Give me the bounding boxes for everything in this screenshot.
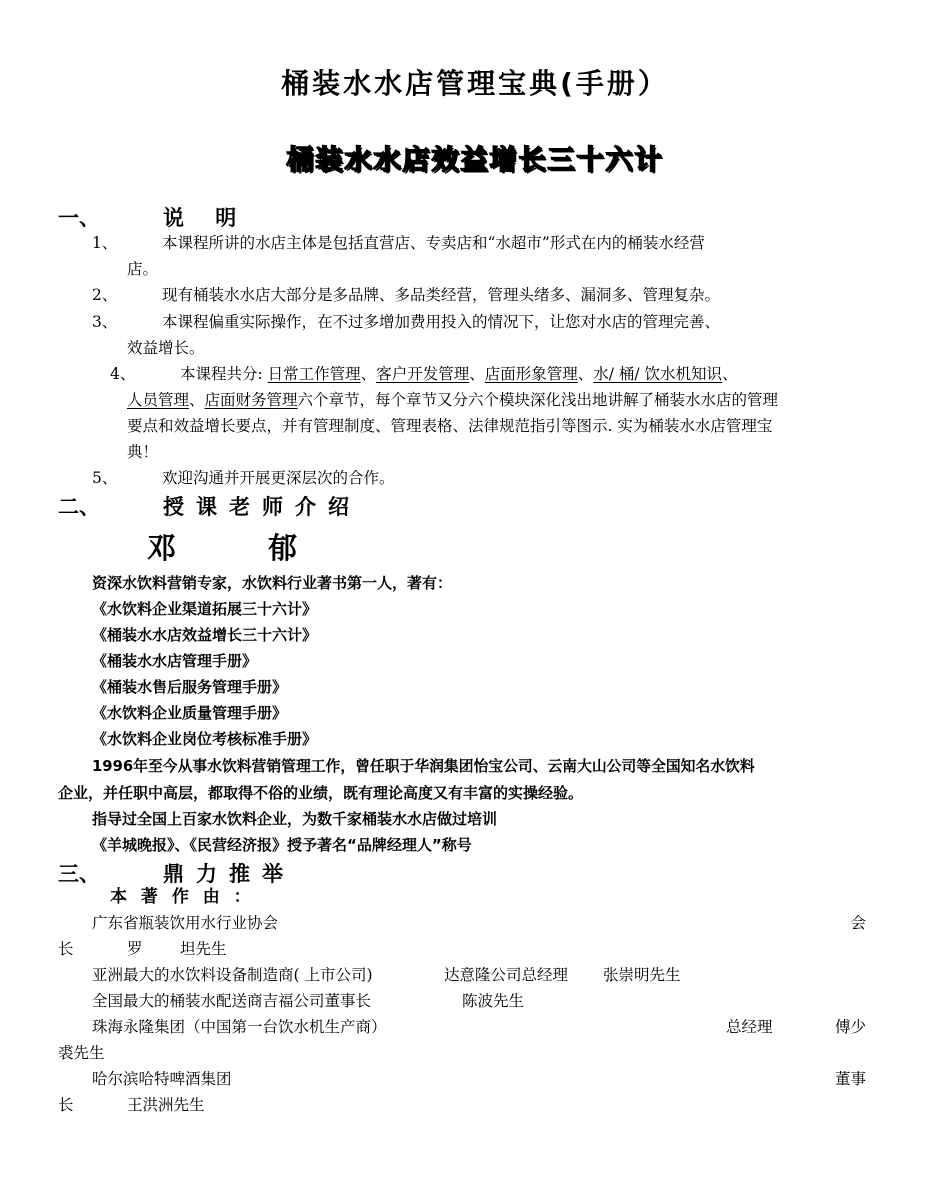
recommender-1-org: 广东省瓶装饮用水行业协会 (92, 914, 279, 932)
recommender-3-name: 陈波先生 (462, 992, 525, 1010)
book-title: 《桶装水水店管理手册》 (92, 652, 258, 670)
separator: 、 (189, 391, 205, 409)
separator: 、 (722, 365, 738, 383)
recommender-2-name: 张崇明先生 (603, 966, 681, 984)
chapter-link-water-knowledge[interactable]: 水/ 桶/ 饮水机知识 (593, 365, 723, 383)
item-3-text: 本课程偏重实际操作，在不过多增加费用投入的情况下，让您对水店的管理完善、 (162, 313, 721, 331)
bio-line: 资深水饮料营销专家，水饮料行业著书第一人，著有： (92, 574, 453, 592)
recommender-4-title: 总经理 (726, 1018, 773, 1036)
separator: 、 (577, 365, 594, 383)
item-4-number: 4、 (110, 365, 136, 383)
chapter-link-personnel[interactable]: 人员管理 (127, 391, 190, 409)
section-1-heading (58, 202, 248, 232)
training-line: 指导过全国上百家水饮料企业，为数千家桶装水水店做过培训 (92, 810, 498, 828)
item-1-number: 1、 (92, 234, 118, 252)
section-3-title: 鼎力推举 (163, 862, 295, 886)
career-line-cont: 企业，并任职中高层，都取得不俗的业绩，既有理论高度又有丰富的实操经验。 (58, 784, 584, 802)
section-2-number: 二、 (58, 495, 100, 519)
book-title: 《桶装水售后服务管理手册》 (92, 678, 288, 696)
teacher-name-given: 郁 (268, 531, 298, 565)
recommender-5-title-cont: 长 (58, 1096, 74, 1114)
chapter-link-customer[interactable]: 客户开发管理 (376, 365, 470, 383)
recommender-1-name-1: 罗 (127, 940, 143, 958)
recommender-5-right (58, 1066, 866, 1092)
document-title: 桶装水水店管理宝典(手册） (281, 67, 669, 100)
award-line: 《羊城晚报》、《民营经济报》授予著名“品牌经理人”称号 (92, 836, 472, 854)
recommender-2-title: 达意隆公司总经理 (444, 966, 569, 984)
document-subtitle: 桶装水水店效益增长三十六计 (286, 145, 664, 176)
section-2-heading (58, 491, 361, 521)
item-5-number: 5、 (92, 469, 118, 487)
recommender-2-org: 亚洲最大的水饮料设备制造商( 上市公司) (92, 966, 373, 984)
item-2-text: 现有桶装水水店大部分是多品牌、多品类经营，管理头绪多、漏洞多、管理复杂。 (162, 286, 721, 304)
recommender-1-title-cont: 长 (58, 940, 74, 958)
chapter-link-daily-work[interactable]: 日常工作管理 (267, 365, 361, 383)
section-3-number: 三、 (58, 862, 100, 886)
separator: 、 (469, 365, 485, 383)
item-2-number: 2、 (92, 286, 118, 304)
section-2-title: 授课老师介绍 (163, 495, 361, 519)
book-title: 《水饮料企业渠道拓展三十六计》 (92, 600, 318, 618)
recommender-5-org: 哈尔滨哈特啤酒集团 (92, 1070, 232, 1088)
recommender-4-right (58, 1014, 866, 1040)
recommender-5-name: 王洪洲先生 (127, 1096, 205, 1114)
chapter-link-store-image[interactable]: 店面形象管理 (484, 365, 578, 383)
recommender-4-org: 珠海永隆集团（中国第一台饮水机生产商） (92, 1018, 387, 1036)
recommender-1 (58, 910, 866, 936)
recommender-5-title: 董事 (834, 1070, 866, 1088)
book-title: 《水饮料企业岗位考核标准手册》 (92, 730, 318, 748)
item-3-number: 3、 (92, 313, 118, 331)
section-1-number: 一、 (58, 206, 100, 230)
item-4-prefix: 本课程共分: (180, 365, 268, 383)
book-title: 《桶装水水店效益增长三十六计》 (92, 626, 318, 644)
book-title: 《水饮料企业质量管理手册》 (92, 704, 288, 722)
separator: 、 (360, 365, 377, 383)
recommender-1-name-2: 坦先生 (180, 940, 227, 958)
item-4-line-3: 要点和效益增长要点，并有管理制度、管理表格、法律规范指引等图示. 实为桶装水水店管理宝 (127, 417, 773, 435)
teacher-name-surname: 邓 (147, 531, 177, 565)
section-1-title: 说 明 (163, 206, 249, 230)
recommend-intro: 本 著 作 由 ： (110, 887, 255, 907)
recommender-4-name-cont: 裘先生 (58, 1044, 105, 1062)
recommender-4-name: 傅少 (834, 1018, 866, 1036)
item-3-text-cont: 效益增长。 (127, 339, 205, 357)
chapter-link-finance[interactable]: 店面财务管理 (204, 391, 298, 409)
item-1-text: 本课程所讲的水店主体是包括直营店、专卖店和“水超市”形式在内的桶装水经营 (162, 234, 705, 252)
item-4-line-1 (180, 361, 738, 387)
item-4-line-2-text: 六个章节，每个章节又分六个模块深化浅出地讲解了桶装水水店的管理 (297, 391, 779, 409)
item-1-text-cont: 店。 (127, 260, 159, 278)
recommender-3-org: 全国最大的桶装水配送商吉福公司董事长 (92, 992, 372, 1010)
recommender-1-title: 会 (850, 914, 866, 932)
item-5-text: 欢迎沟通并开展更深层次的合作。 (162, 469, 395, 487)
item-4-line-2 (127, 387, 778, 413)
career-line: 1996年至今从事水饮料营销管理工作，曾任职于华润集团怡宝公司、云南大山公司等全国知名水饮料 (92, 758, 755, 775)
item-4-line-4: 典！ (127, 443, 159, 461)
